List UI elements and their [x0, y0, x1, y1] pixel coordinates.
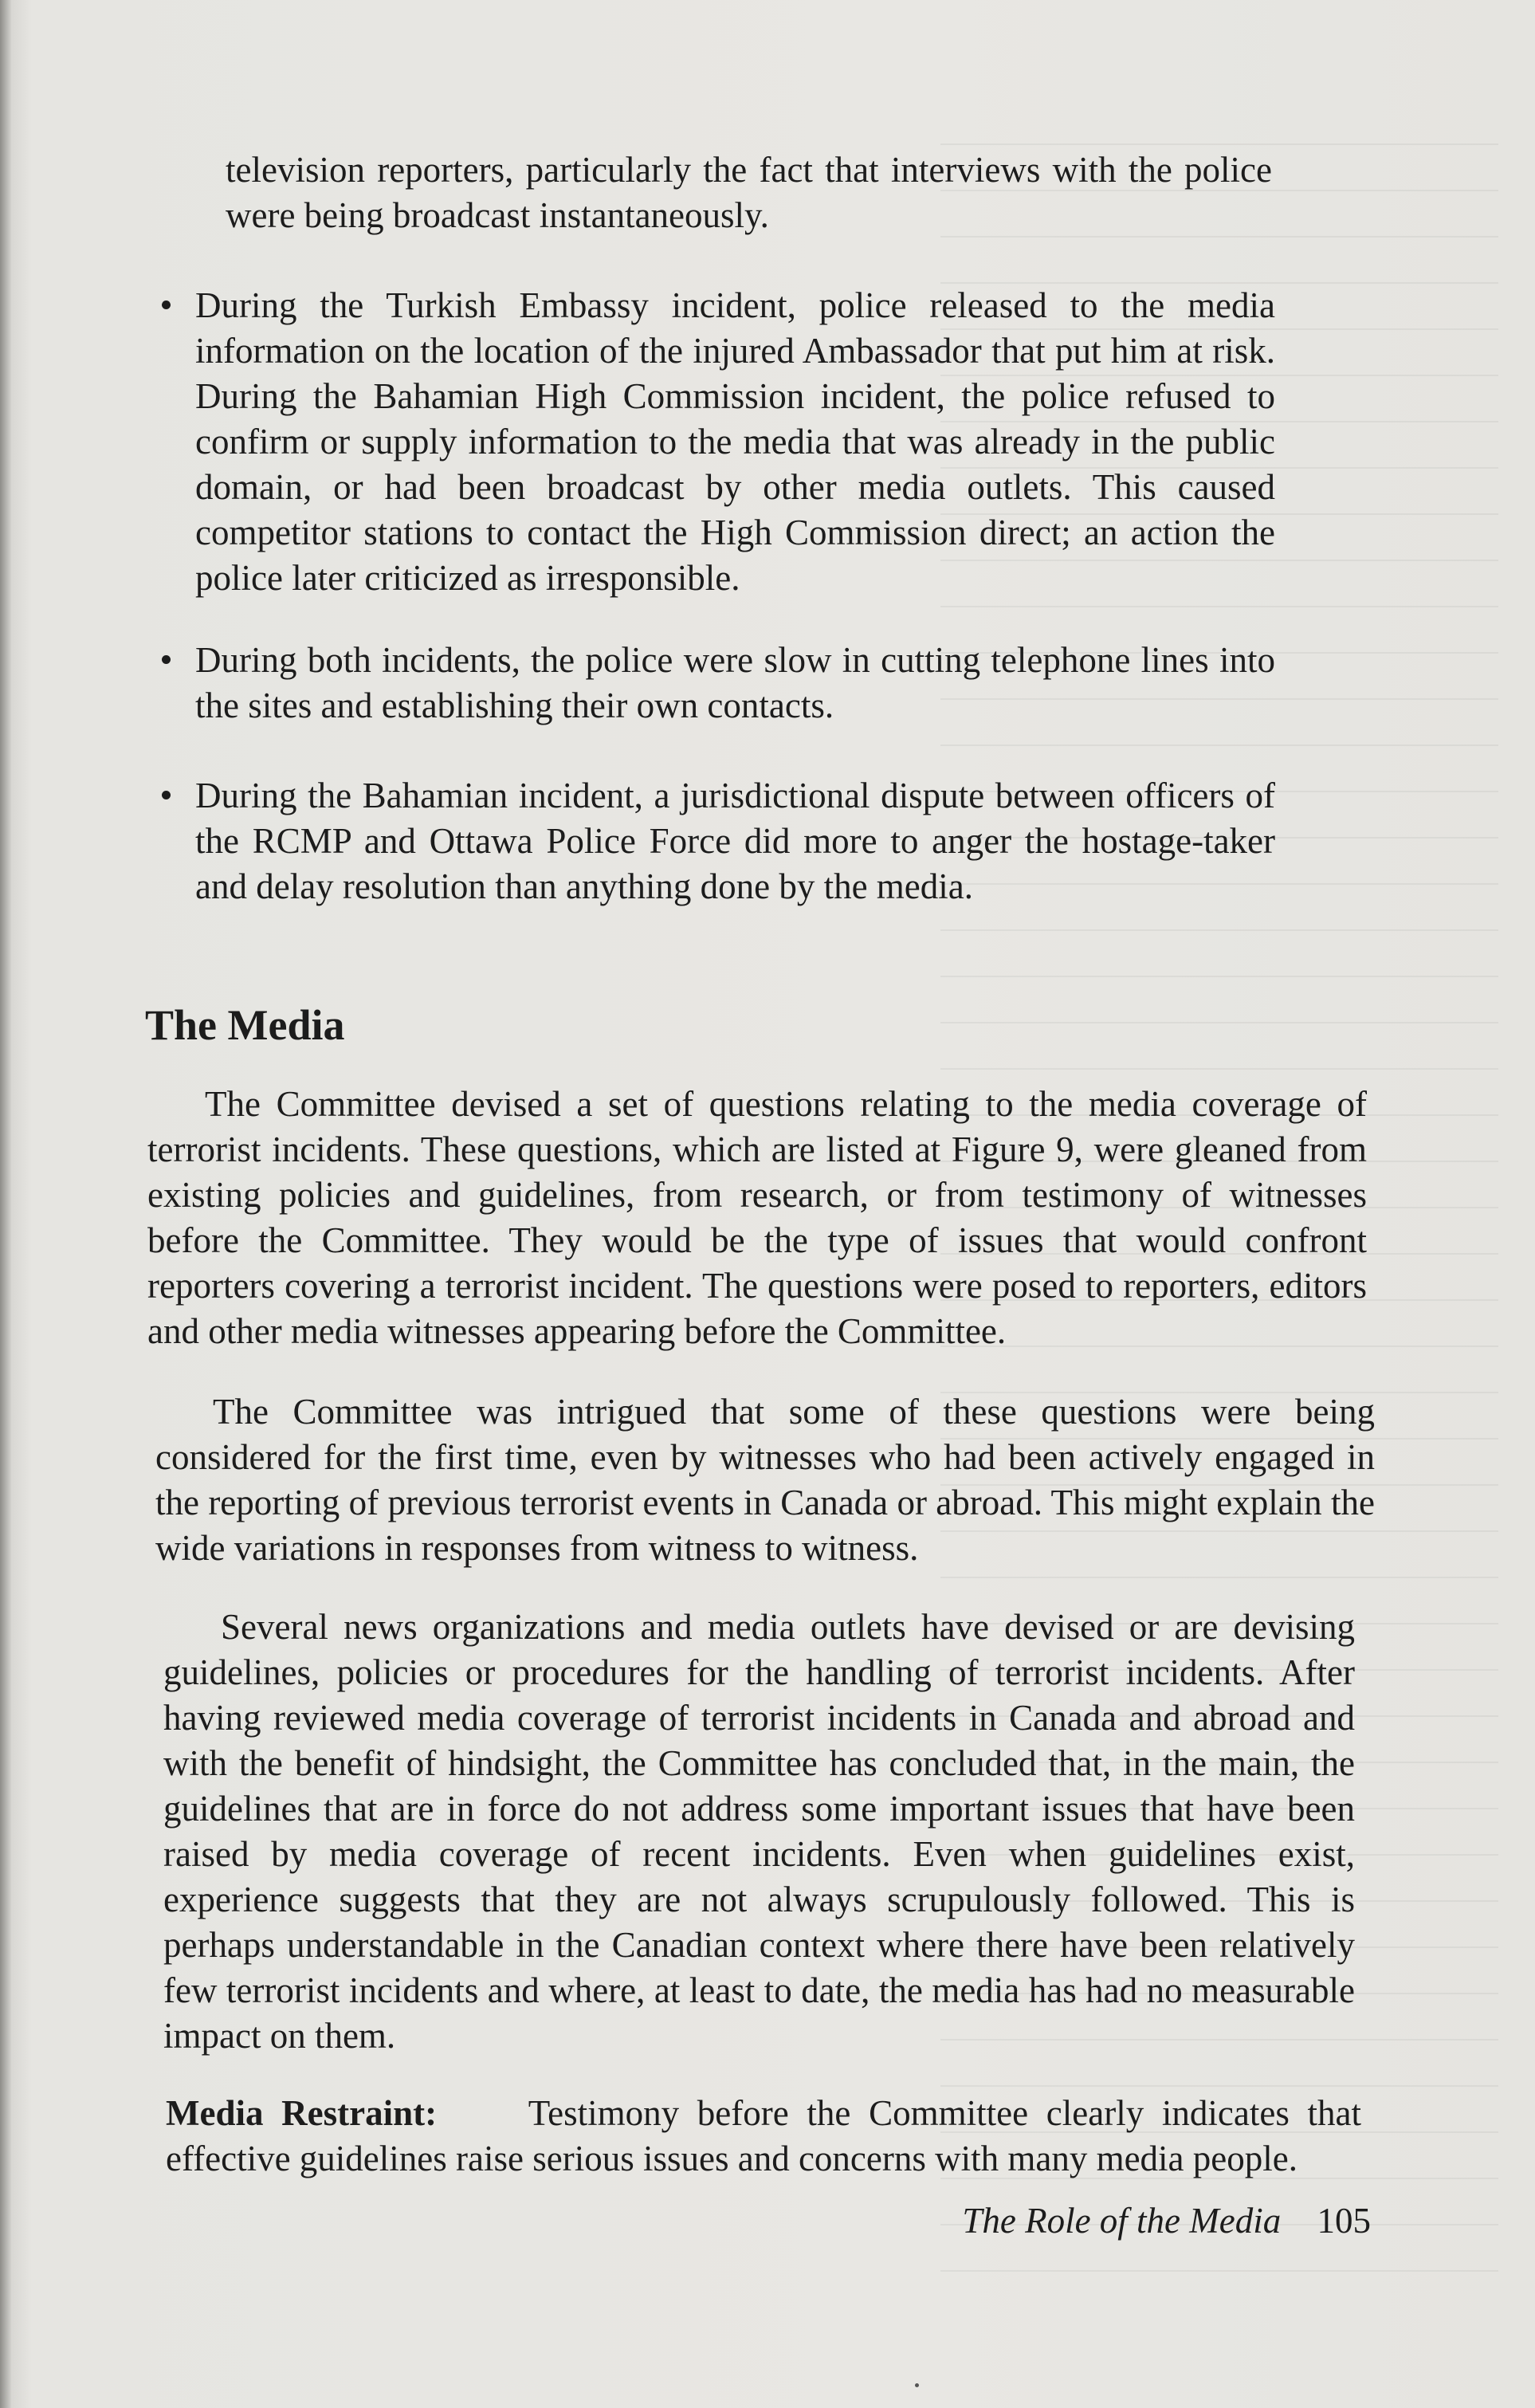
bullet-icon — [162, 791, 171, 799]
bullet-icon — [162, 655, 171, 664]
bullet-icon — [162, 301, 171, 309]
media-restraint-paragraph — [166, 2091, 1361, 2182]
section-heading: The Media — [145, 1001, 345, 1049]
bullet-text-2: During both incidents, the police were slow in cutting telephone lines into the sites and establishing their own contacts. — [195, 640, 1275, 725]
bullet-item-1 — [195, 283, 1275, 601]
body-paragraph-1: The Committee devised a set of questions relating to the media coverage of terrorist incidents. These questions, which are listed at Figure 9, were gleaned from existing policies and guidelines, from research, or from testimony of witnesses before the Committee. They would be the type of issues that would confront reporters covering a terrorist incident. The questions were posed to reporters, editors and other media witnesses appearing before the Committee. — [147, 1084, 1367, 1351]
bullet-text-3: During the Bahamian incident, a jurisdictional dispute between officers of the RCMP and Ottawa Police Force did more to anger the hostage-taker and delay resolution than anything done by the media. — [195, 776, 1275, 906]
body-paragraph-3: Several news organizations and media outlets have devised or are devising guidelines, policies or procedures for the handling of terrorist incidents. After having reviewed media coverage of terrorist incidents in Canada and abroad and with the benefit of hindsight, the Committee has concluded that, in the main, the guidelines that are in force do not address some important issues that have been raised by media coverage of recent incidents. Even when guidelines exist, experience suggests that they are not always scrupulously followed. This is perhaps understandable in the Canadian context where there have been relatively few terrorist incidents and where, at least to date, the media has had no measurable impact on them. — [163, 1607, 1355, 2056]
media-restraint-text: Testimony before the Committee clearly indicates that effective guidelines raise serious issues and concerns with many media people. — [166, 2093, 1362, 2178]
paper-speck — [915, 2383, 919, 2387]
bullet-item-2 — [195, 638, 1275, 729]
intro-paragraph: television reporters, particularly the fact that interviews with the police were being broadcast instantaneously. — [226, 150, 1272, 235]
page-footer — [925, 2200, 1371, 2241]
footer-chapter-title: The Role of the Media — [962, 2201, 1282, 2241]
bullet-text-1: During the Turkish Embassy incident, police released to the media information on the location of the injured Ambassador that put him at risk. During the Bahamian High Commission incident, the police refused to confirm or supply information to the media that was already in the public domain, or had been broadcast by other media outlets. This caused competitor stations to contact the High Commission direct; an action the police later criticized as irresponsible. — [195, 285, 1275, 598]
book-spine-shadow — [0, 0, 11, 2408]
bullet-item-3 — [195, 773, 1275, 909]
page-number: 105 — [1317, 2201, 1371, 2241]
body-paragraph-2: The Committee was intrigued that some of these questions were being considered for the first time, even by witnesses who had been actively engaged in the reporting of previous terrorist events in Canada or abroad. This might explain the wide variations in responses from witness to witness. — [155, 1392, 1375, 1568]
media-restraint-label: Media Restraint: — [166, 2093, 438, 2133]
